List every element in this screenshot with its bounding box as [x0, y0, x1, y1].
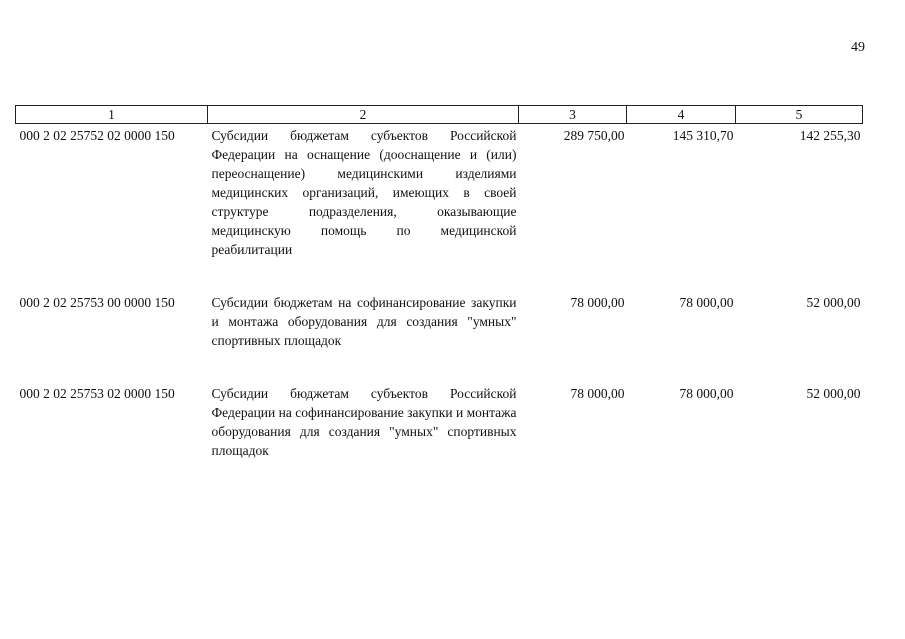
- row-value-col4: 145 310,70: [672, 128, 734, 143]
- row-value-col4: 78 000,00: [679, 386, 734, 401]
- table-row: [16, 291, 863, 350]
- row-value-col3: 78 000,00: [570, 295, 625, 310]
- row-code: 000 2 02 25753 00 0000 150: [19, 295, 175, 310]
- header-col-5: 5: [736, 106, 863, 124]
- row-description: Субсидии бюджетам субъектов Российской Федерации на софинансирование закупки и монтажа оборудования для создания "умных" спортивных площадок: [211, 386, 517, 458]
- row-spacer: [16, 350, 863, 382]
- header-col-2: 2: [208, 106, 519, 124]
- row-value-col3: 78 000,00: [570, 386, 625, 401]
- row-value-col5: 52 000,00: [806, 295, 861, 310]
- row-spacer: [16, 259, 863, 291]
- table-header-row: [16, 106, 863, 124]
- header-col-1: 1: [16, 106, 208, 124]
- table-row: [16, 382, 863, 460]
- header-col-3: 3: [519, 106, 627, 124]
- header-col-4: 4: [627, 106, 736, 124]
- row-description: Субсидии бюджетам субъектов Российской Федерации на оснащение (дооснащение и (или) переоснащение) медицинскими изделиями медицинских организаций, имеющих в своей структуре подразделения, оказывающие медицинскую помощь по медицинской реабилитации: [211, 128, 517, 257]
- row-code: 000 2 02 25753 02 0000 150: [19, 386, 175, 401]
- row-value-col5: 142 255,30: [799, 128, 861, 143]
- row-value-col4: 78 000,00: [679, 295, 734, 310]
- budget-table: [15, 105, 863, 460]
- row-value-col3: 289 750,00: [563, 128, 625, 143]
- row-description: Субсидии бюджетам на софинансирование закупки и монтажа оборудования для создания "умных" спортивных площадок: [211, 295, 517, 348]
- row-value-col5: 52 000,00: [806, 386, 861, 401]
- page-number: 49: [851, 40, 865, 55]
- row-code: 000 2 02 25752 02 0000 150: [19, 128, 175, 143]
- table-row: [16, 124, 863, 260]
